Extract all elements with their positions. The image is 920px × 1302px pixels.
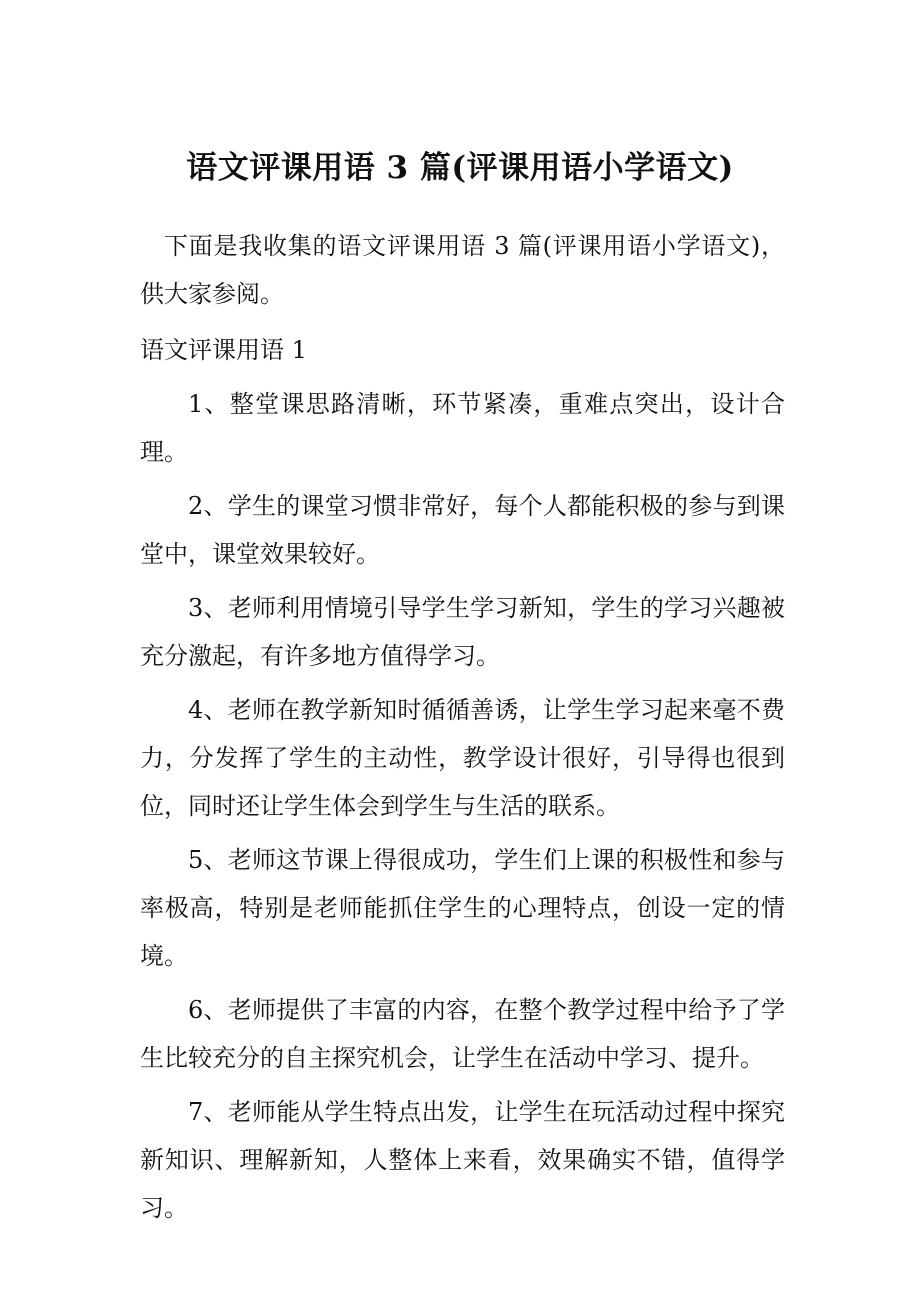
list-item: 4、老师在教学新知时循循善诱，让学生学习起来毫不费力，分发挥了学生的主动性，教学设计很好，引导得也很到位，同时还让学生体会到学生与生活的联系。 — [140, 696, 785, 820]
list-item: 1、整堂课思路清晰，环节紧凑，重难点突出，设计合理。 — [140, 390, 785, 466]
intro-paragraph: 下面是我收集的语文评课用语 3 篇(评课用语小学语文)，供大家参阅。 — [140, 232, 785, 308]
list-item: 7、老师能从学生特点出发，让学生在玩活动过程中探究新知识、理解新知，人整体上来看，效果确实不错，值得学习。 — [140, 1098, 785, 1222]
document-title: 语文评课用语 3 篇(评课用语小学语文) — [186, 150, 734, 186]
list-item: 6、老师提供了丰富的内容，在整个教学过程中给予了学生比较充分的自主探究机会，让学生在活动中学习、提升。 — [140, 996, 785, 1072]
list-item: 5、老师这节课上得很成功，学生们上课的积极性和参与率极高，特别是老师能抓住学生的心理特点，创设一定的情境。 — [140, 846, 785, 970]
section-label: 语文评课用语 1 — [140, 336, 307, 364]
list-item: 3、老师利用情境引导学生学习新知，学生的学习兴趣被充分激起，有许多地方值得学习。 — [140, 594, 785, 670]
list-item: 2、学生的课堂习惯非常好，每个人都能积极的参与到课堂中，课堂效果较好。 — [140, 492, 785, 568]
document-body — [140, 222, 785, 1232]
